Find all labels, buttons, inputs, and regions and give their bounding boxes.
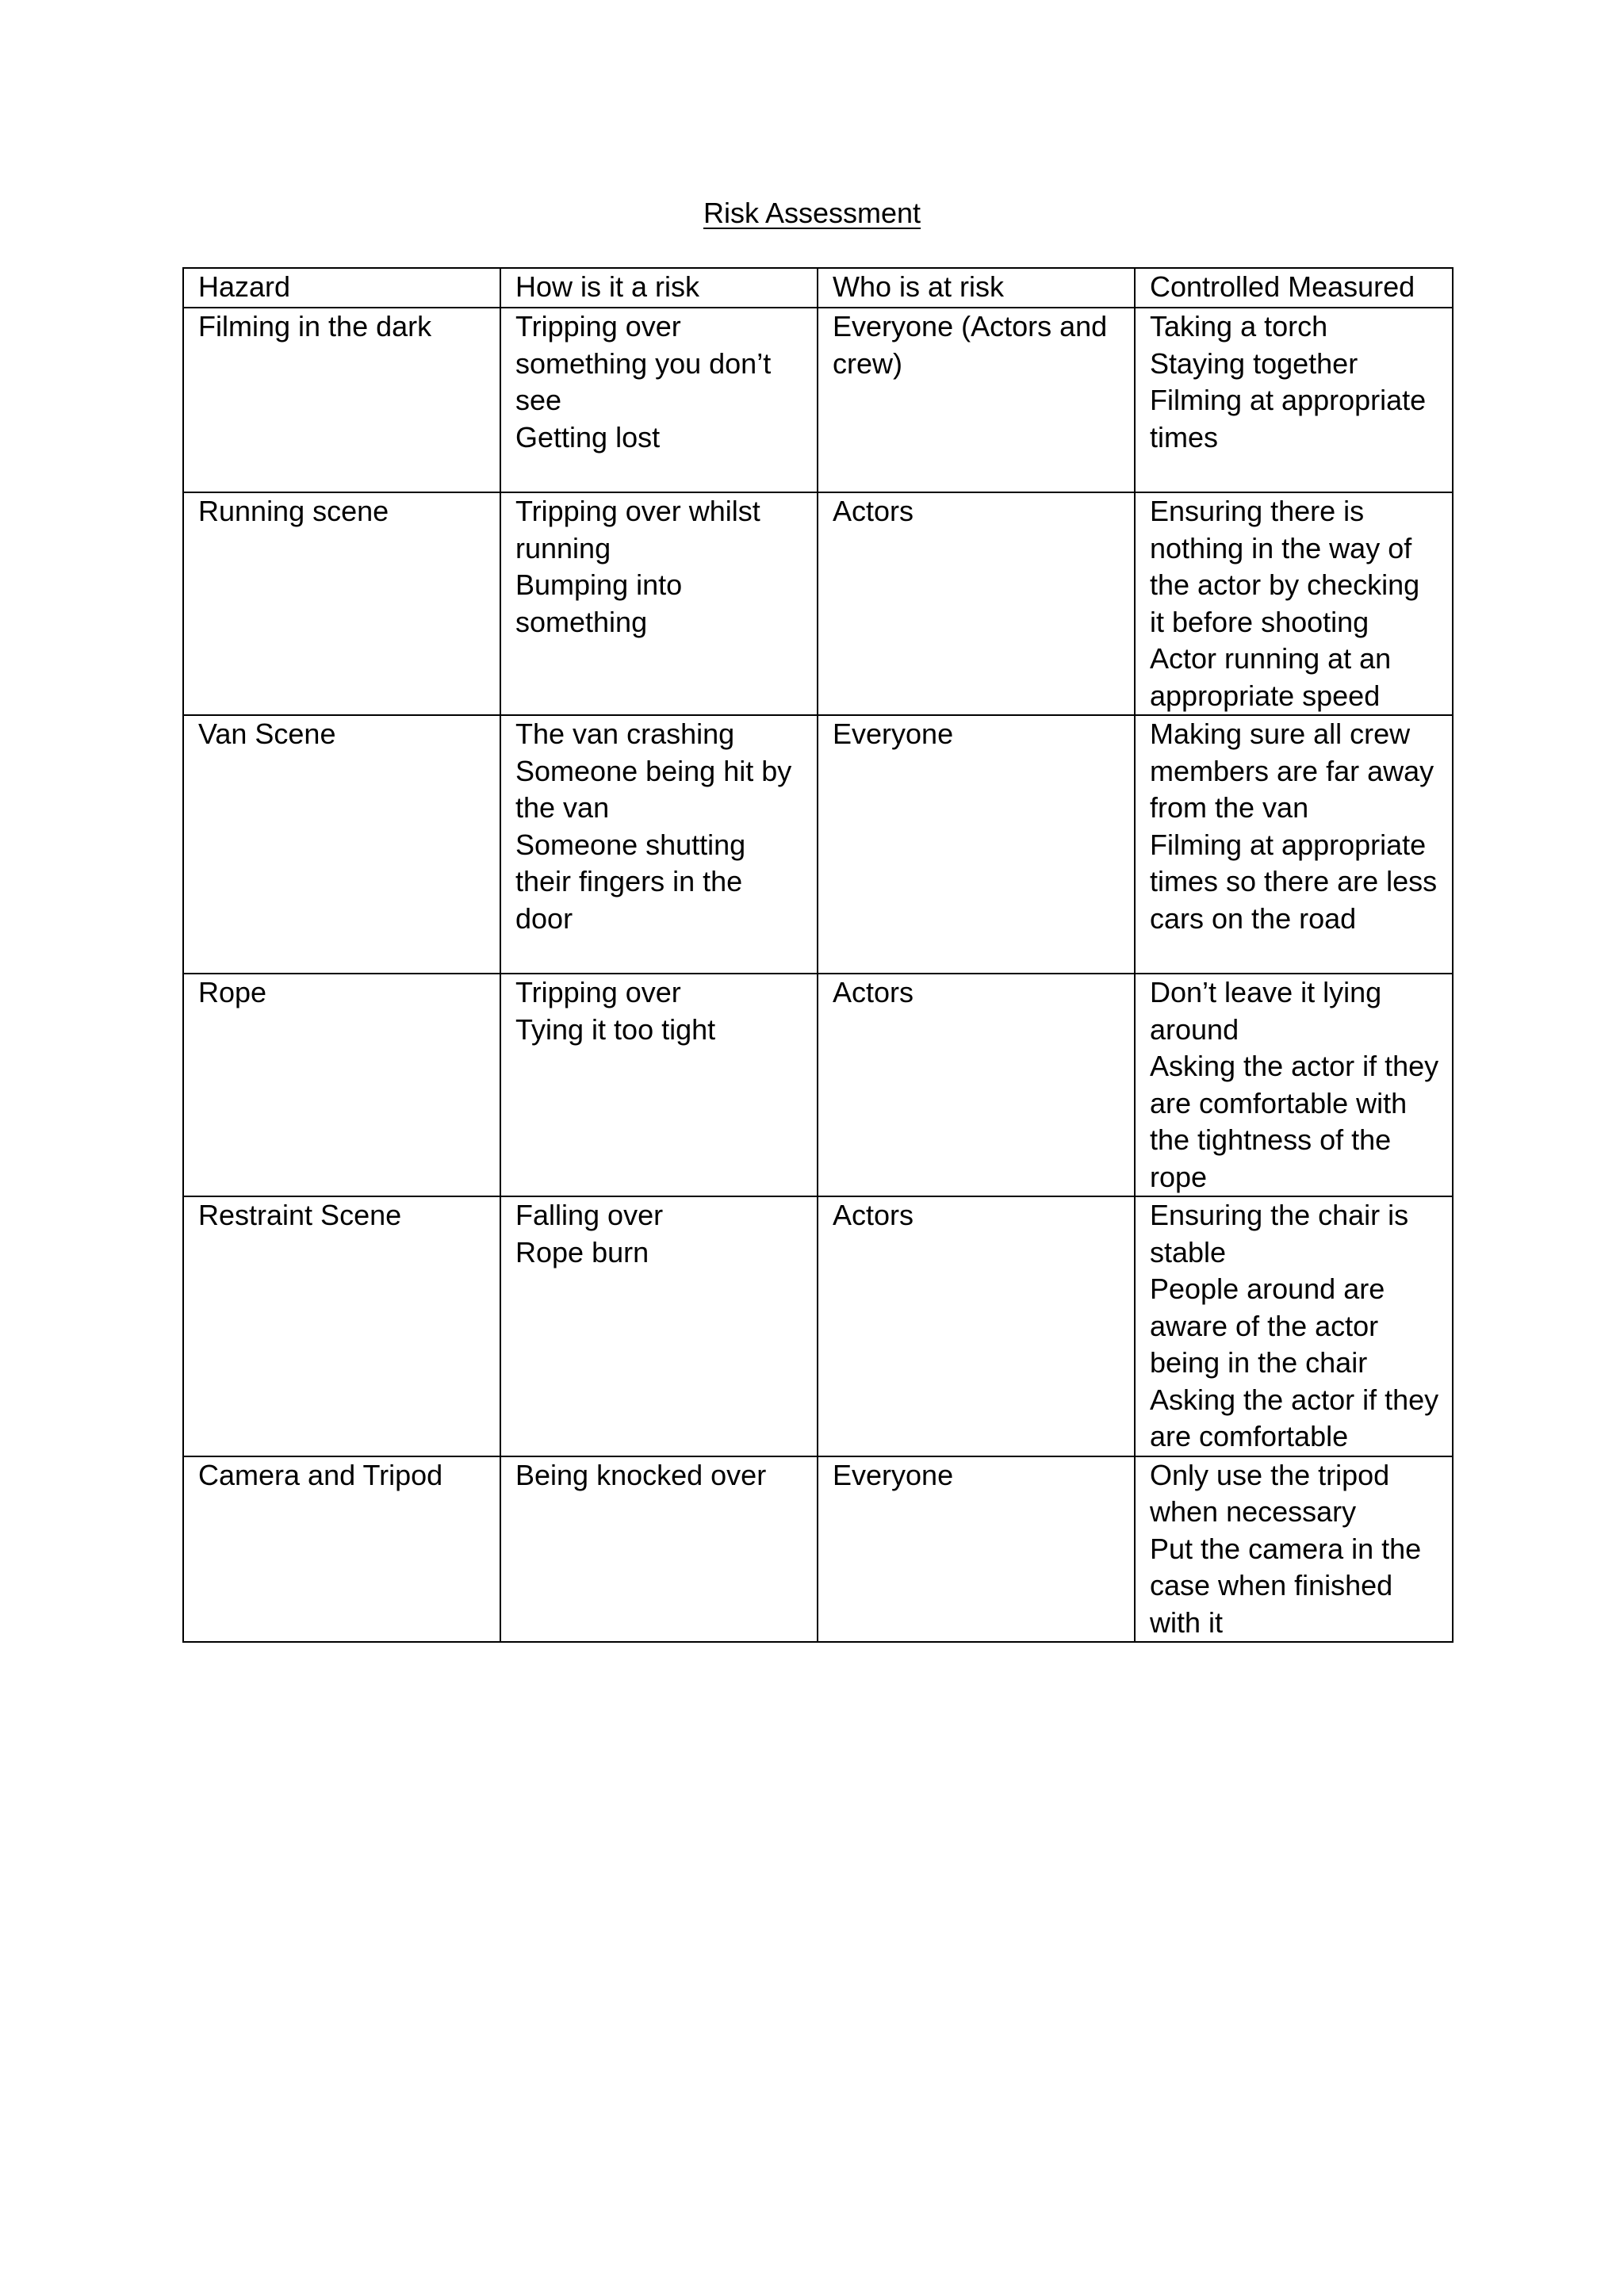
header-hazard: Hazard	[183, 268, 500, 308]
how-cell	[500, 308, 818, 492]
how-cell	[500, 715, 818, 974]
header-control: Controlled Measured	[1135, 268, 1453, 308]
table-row	[183, 1196, 1453, 1456]
hazard-cell: Restraint Scene	[183, 1196, 500, 1456]
how-line: Someone shutting their fingers in the door	[515, 828, 746, 935]
table-row	[183, 715, 1453, 974]
who-cell: Actors	[818, 492, 1135, 715]
how-line: Tying it too tight	[515, 1012, 716, 1046]
control-cell	[1135, 715, 1453, 974]
hazard-cell: Van Scene	[183, 715, 500, 974]
how-cell	[500, 492, 818, 715]
how-cell	[500, 1456, 818, 1643]
control-line: Don’t leave it lying around	[1150, 976, 1382, 1046]
control-line: Making sure all crew members are far away from the van	[1150, 718, 1434, 824]
who-cell: Actors	[818, 1196, 1135, 1456]
document-title-text: Risk Assessment	[703, 197, 921, 229]
risk-assessment-table	[182, 267, 1454, 1643]
how-line: Someone being hit by the van	[515, 754, 792, 824]
table-row	[183, 974, 1453, 1196]
table-row	[183, 1456, 1453, 1643]
control-cell	[1135, 1456, 1453, 1643]
table-header-row	[183, 268, 1453, 308]
control-line: Filming at appropriate times	[1150, 384, 1427, 453]
how-line: Tripping over whilst running	[515, 495, 760, 564]
control-line: Only use the tripod when necessary	[1150, 1458, 1390, 1528]
how-line: The van crashing	[515, 718, 735, 750]
who-cell: Actors	[818, 974, 1135, 1196]
how-cell	[500, 974, 818, 1196]
who-cell: Everyone	[818, 1456, 1135, 1643]
who-cell: Everyone	[818, 715, 1135, 974]
table-row	[183, 308, 1453, 492]
how-line: Rope burn	[515, 1235, 649, 1269]
control-line: Filming at appropriate times so there are less cars on the road	[1150, 828, 1438, 935]
control-cell	[1135, 308, 1453, 492]
hazard-cell: Running scene	[183, 492, 500, 715]
header-how: How is it a risk	[500, 268, 818, 308]
how-line: Tripping over something you don’t see	[515, 310, 772, 416]
control-line: Ensuring there is nothing in the way of the actor by checking it before shooting	[1150, 495, 1420, 638]
how-line: Being knocked over	[515, 1458, 767, 1491]
hazard-cell: Camera and Tripod	[183, 1456, 500, 1643]
who-cell: Everyone (Actors and crew)	[818, 308, 1135, 492]
control-line: Taking a torch	[1150, 310, 1328, 342]
how-cell	[500, 1196, 818, 1456]
control-line: Staying together	[1150, 346, 1358, 380]
control-line: People around are aware of the actor being in the chair	[1150, 1272, 1385, 1379]
header-who: Who is at risk	[818, 268, 1135, 308]
how-line: Bumping into something	[515, 568, 683, 638]
control-cell	[1135, 974, 1453, 1196]
control-line: Put the camera in the case when finished with it	[1150, 1532, 1422, 1639]
how-line: Tripping over	[515, 976, 681, 1008]
control-line: Actor running at an appropriate speed	[1150, 642, 1392, 712]
table-row	[183, 492, 1453, 715]
control-line: Asking the actor if they are comfortable with the tightness of the rope	[1150, 1050, 1439, 1193]
how-line: Falling over	[515, 1199, 664, 1231]
how-line: Getting lost	[515, 420, 661, 453]
hazard-cell: Rope	[183, 974, 500, 1196]
control-cell	[1135, 492, 1453, 715]
document-title	[0, 195, 1624, 232]
hazard-cell: Filming in the dark	[183, 308, 500, 492]
control-line: Ensuring the chair is stable	[1150, 1199, 1409, 1269]
control-cell	[1135, 1196, 1453, 1456]
control-line: Asking the actor if they are comfortable	[1150, 1383, 1439, 1452]
